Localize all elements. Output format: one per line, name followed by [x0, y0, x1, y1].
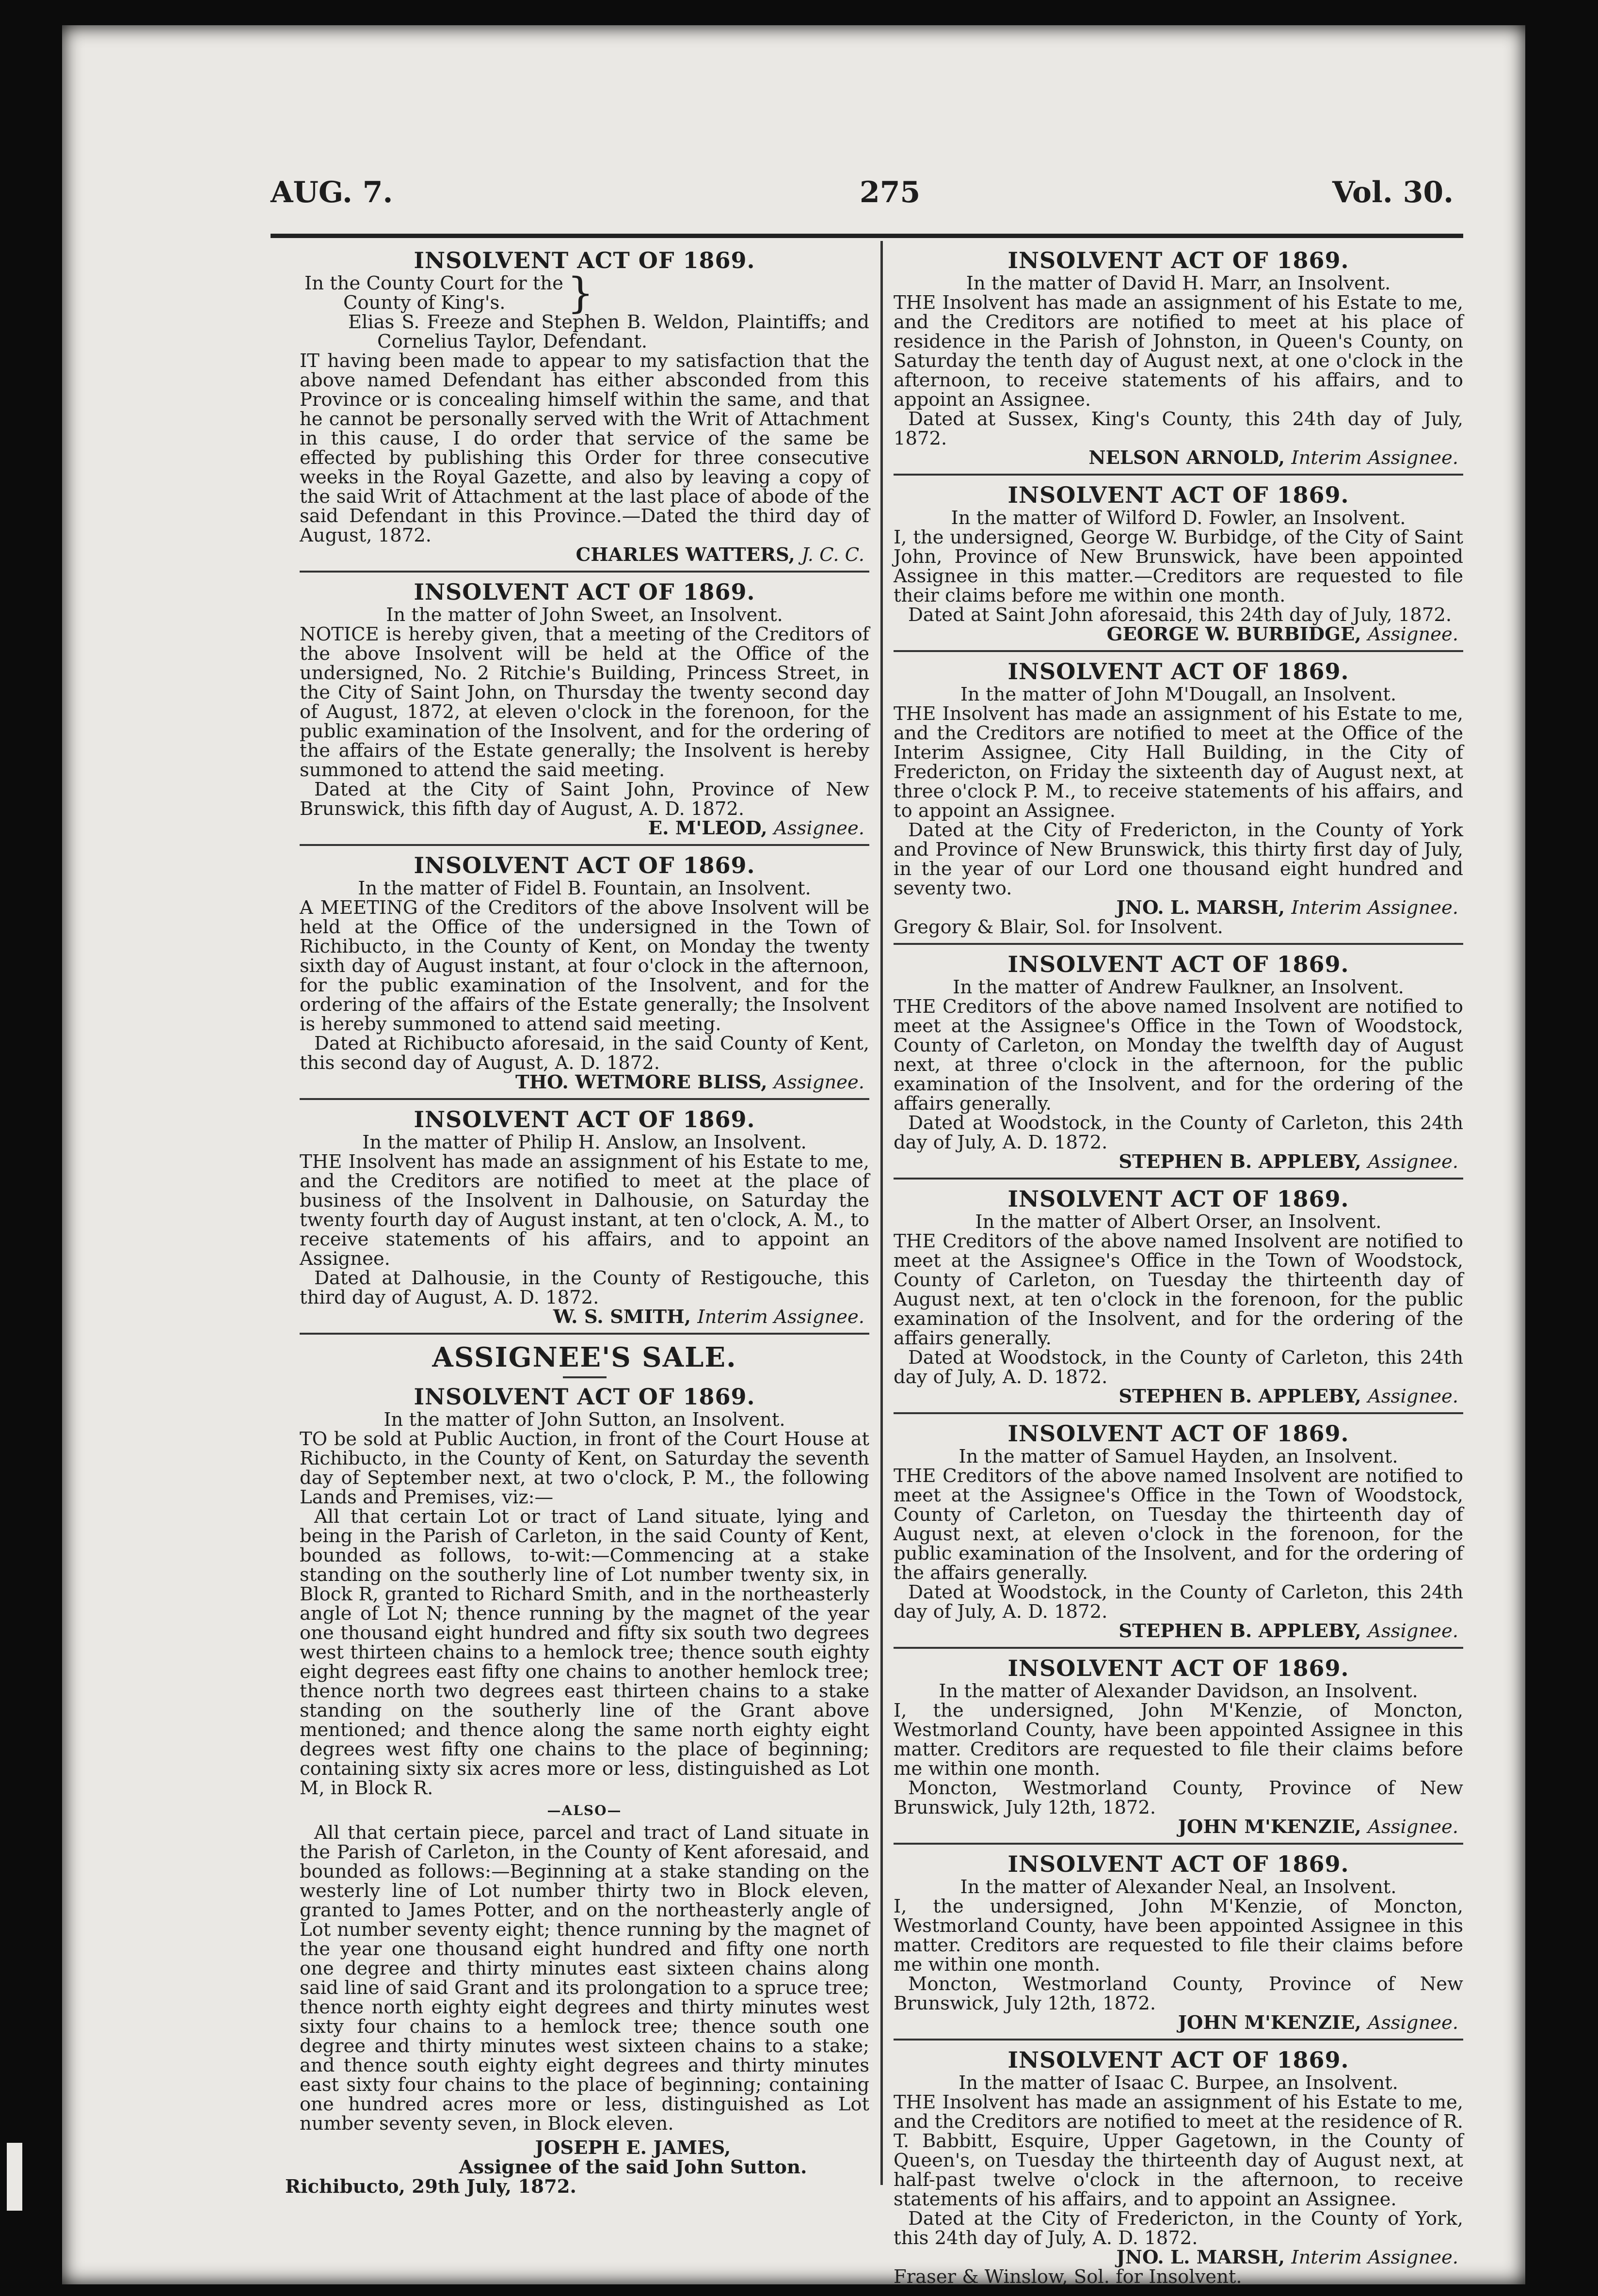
signature: [894, 1622, 1463, 1641]
notice-body: THE Creditors of the above named Insolvent are notified to meet at the Assignee's Office in the Town of Woodstock, County of Carleton, on Monday the twelfth day of August next, at three o'clock in the afternoon, for the public examination of the Insolvent, and for the ordering of the affairs generally.: [894, 996, 1463, 1115]
signer-name: JOHN M'KENZIE,: [1178, 2012, 1361, 2034]
notice-title: INSOLVENT ACT OF 1869.: [1007, 658, 1349, 685]
signer-role: Assignee.: [1368, 1386, 1458, 1407]
notice-title: INSOLVENT ACT OF 1869.: [1007, 951, 1349, 977]
notice-title: INSOLVENT ACT OF 1869.: [1007, 1186, 1349, 1212]
notice-dated: Dated at the City of Fredericton, in the County of York and Province of New Brunswick, this thirty first day of July, in the year of our Lord one thousand eight hundred and seventy two.: [894, 819, 1463, 899]
notice-body: I, the undersigned, John M'Kenzie, of Moncton, Westmorland County, have been appointed Assignee in this matter. Creditors are requested to file their claims before me within one month.: [894, 1700, 1463, 1780]
signer-role: Assignee.: [1368, 623, 1458, 645]
signature: [894, 1818, 1463, 1837]
sale-lot-1: All that certain Lot or tract of Land situate, lying and being in the Parish of Carleton, in the said County of Kent, bounded as follows, to-wit:—Commencing at a stake standing on the southerly line of Lot number twenty six, in Block R, granted to Richard Smith, and in the northeasterly angle of Lot N; thence running by the magnet of the year one thousand eight hundred and fifty six south two degrees west thirteen chains to a hemlock tree; thence south eighty eight degrees east fifty one chains to another hemlock tree; thence north two degrees east thirteen chains to a stake standing on the southerly line of the Grant above mentioned; and thence along the same north eighty eight degrees west fifty one chains to the place of beginning; containing sixty six acres more or less, distinguished as Lot M, in Block R.: [300, 1506, 869, 1799]
notice-matter: In the matter of Wilford D. Fowler, an Insolvent.: [951, 507, 1406, 529]
notice-matter: In the matter of Albert Orser, an Insolvent.: [975, 1211, 1382, 1233]
notice-matter: In the matter of David H. Marr, an Insolvent.: [966, 272, 1391, 294]
newspaper-page: [62, 25, 1525, 2288]
notice-matter: In the matter of Andrew Faulkner, an Insolvent.: [953, 976, 1404, 998]
notice-matter: In the matter of John Sutton, an Insolvent.: [384, 1409, 785, 1431]
court-designation: [304, 269, 869, 318]
notice-dated: Dated at Dalhousie, in the County of Restigouche, this third day of August, A. D. 1872.: [300, 1267, 869, 1308]
scan-edge-mark: [7, 2143, 22, 2211]
notice-dated: Dated at the City of Fredericton, in the County of York, this 24th day of July, A. D. 1872.: [894, 2208, 1463, 2249]
signer-role: Interim Assignee.: [697, 1306, 864, 1328]
signer-role: Assignee.: [1368, 1816, 1458, 1838]
volume-number: Vol. 30.: [1332, 175, 1454, 209]
notice-john-sweet: [300, 573, 869, 846]
notice-title: INSOLVENT ACT OF 1869.: [1007, 482, 1349, 508]
signature: [894, 2013, 1463, 2033]
signature: [894, 1387, 1463, 1406]
signer-role: Assignee.: [774, 817, 864, 839]
signer-name: JNO. L. MARSH,: [1116, 2247, 1285, 2268]
solicitor: Gregory & Blair, Sol. for Insolvent.: [894, 916, 1223, 938]
notice-title: INSOLVENT ACT OF 1869.: [414, 247, 755, 273]
short-rule: [563, 1376, 607, 1378]
notice-body: NOTICE is hereby given, that a meeting of the Creditors of the above Insolvent will be held at the Office of the undersigned, No. 2 Ritchie's Building, Princess Street, in the City of Saint John, on Thursday the twenty second day of August, 1872, at eleven o'clock in the forenoon, for the public examination of the Insolvent, and for the ordering of the affairs of the Estate generally; the Insolvent is hereby summoned to attend the said meeting.: [300, 623, 869, 781]
signer-name: W. S. SMITH,: [553, 1306, 691, 1328]
notice-dated: Dated at Woodstock, in the County of Carleton, this 24th day of July, A. D. 1872.: [894, 1347, 1463, 1388]
sale-intro: TO be sold at Public Auction, in front of the Court House at Richibucto, in the County of Kent, on Saturday the seventh day of September next, at two o'clock, P. M., the following Lands and Premises, viz:—: [300, 1428, 869, 1508]
signature: [300, 1073, 869, 1092]
signature: [300, 545, 869, 565]
notice-matter: In the matter of Philip H. Anslow, an Insolvent.: [362, 1132, 807, 1153]
signature: [894, 2248, 1463, 2267]
notice-body: I, the undersigned, John M'Kenzie, of Moncton, Westmorland County, have been appointed Assignee in this matter. Creditors are requested to file their claims before me within one month.: [894, 1896, 1463, 1976]
notice-alexander-davidson: [894, 1649, 1463, 1845]
column-divider: [880, 241, 883, 2185]
signature: [894, 625, 1463, 644]
signature: [894, 448, 1463, 468]
notice-samuel-hayden: [894, 1414, 1463, 1649]
notice-body: THE Creditors of the above named Insolvent are notified to meet at the Assignee's Office in the Town of Woodstock, County of Carleton, on Tuesday the thirteenth day of August next, at ten o'clock in the forenoon, for the public examination of the Insolvent, and for the ordering of the affairs generally.: [894, 1230, 1463, 1349]
notice-title: INSOLVENT ACT OF 1869.: [414, 1106, 755, 1132]
signer-role: Assignee.: [1368, 1620, 1458, 1642]
notice-dated: Dated at Woodstock, in the County of Carleton, this 24th day of July, A. D. 1872.: [894, 1581, 1463, 1623]
header-rule: [271, 234, 1463, 238]
notice-wilford-fowler: [894, 476, 1463, 652]
notice-isaac-burpee: [894, 2041, 1463, 2293]
signer-role: Interim Assignee.: [1291, 447, 1458, 469]
signer-role: Assignee.: [1368, 2012, 1458, 2034]
notice-body: THE Insolvent has made an assignment of his Estate to me, and the Creditors are notified to meet at the Office of the Interim Assignee, City Hall Building, in the City of Fredericton, on Friday the sixteenth day of August next, at three o'clock P. M., to receive statements of his affairs, and to appoint an Assignee.: [894, 703, 1463, 822]
signer-name: STEPHEN B. APPLEBY,: [1119, 1151, 1361, 1173]
signature: [894, 898, 1463, 918]
notice-dated: Dated at Sussex, King's County, this 24th day of July, 1872.: [894, 408, 1463, 449]
signer-role: Interim Assignee.: [1291, 897, 1458, 919]
notice-body: A MEETING of the Creditors of the above Insolvent will be held at the Office of the undersigned in the Town of Richibucto, in the County of Kent, on Monday the twenty sixth day of August instant, at four o'clock in the afternoon, for the public examination of the Insolvent, and for the ordering of the affairs of the Estate generally; the Insolvent is hereby summoned to attend said meeting.: [300, 897, 869, 1035]
signer-name: E. M'LEOD,: [648, 817, 767, 839]
signer-role: Assignee.: [774, 1071, 864, 1093]
notice-title: INSOLVENT ACT OF 1869.: [1007, 247, 1349, 273]
notice-matter: In the matter of Fidel B. Fountain, an Insolvent.: [358, 877, 811, 899]
notice-dated: Dated at Richibucto aforesaid, in the said County of Kent, this second day of August, A. D. 1872.: [300, 1033, 869, 1074]
notice-albert-orser: [894, 1180, 1463, 1414]
notice-body: I, the undersigned, George W. Burbidge, of the City of Saint John, Province of New Brunswick, have been appointed Assignee in this matter.—Creditors are requested to file their claims before me within one month.: [894, 526, 1463, 606]
notice-title: INSOLVENT ACT OF 1869.: [414, 852, 755, 878]
left-column: [285, 241, 869, 2202]
notice-andrew-faulkner: [894, 945, 1463, 1180]
notice-body: THE Insolvent has made an assignment of his Estate to me, and the Creditors are notified to meet at the place of business of the Insolvent in Dalhousie, on Saturday the twenty fourth day of August instant, at ten o'clock, A. M., to receive statements of his affairs, and to appoint an Assignee.: [300, 1151, 869, 1270]
page-number: 275: [860, 175, 921, 209]
page-header: [271, 175, 1454, 229]
signer-name: NELSON ARNOLD,: [1088, 447, 1285, 469]
notice-dated: Dated at Saint John aforesaid, this 24th day of July, 1872.: [908, 604, 1452, 626]
sale-place-date: Richibucto, 29th July, 1872.: [285, 2176, 576, 2198]
notice-matter: In the matter of Isaac C. Burpee, an Insolvent.: [959, 2072, 1398, 2094]
signature: [894, 1152, 1463, 1172]
notice-fidel-fountain: [300, 846, 869, 1100]
notice-dated: Dated at Woodstock, in the County of Carleton, this 24th day of July, A. D. 1872.: [894, 1112, 1463, 1153]
signer-name: CHARLES WATTERS,: [575, 544, 795, 566]
signer-role: Assignee.: [1368, 1151, 1458, 1173]
signer-role: Interim Assignee.: [1291, 2247, 1458, 2268]
notice-david-marr: [894, 241, 1463, 476]
notice-title: INSOLVENT ACT OF 1869.: [414, 1384, 755, 1410]
sale-heading: ASSIGNEE'S SALE.: [432, 1341, 737, 1373]
notice-title: INSOLVENT ACT OF 1869.: [1007, 1655, 1349, 1681]
notice-dated: Moncton, Westmorland County, Province of New Brunswick, July 12th, 1872.: [894, 1973, 1463, 2014]
notice-assignees-sale: [285, 1335, 869, 2202]
court-line: County of King's.: [343, 292, 506, 314]
notice-title: INSOLVENT ACT OF 1869.: [414, 579, 755, 605]
notice-freeze-taylor: [300, 241, 869, 573]
notice-body: THE Insolvent has made an assignment of his Estate to me, and the Creditors are notified to meet at the residence of R. T. Babbitt, Esquire, Upper Gagetown, in the County of Queen's, on Tuesday the thirteenth day of August next, at half-past twelve o'clock in the afternoon, to receive statements of his affairs, and to appoint an Assignee.: [894, 2091, 1463, 2210]
notice-body: IT having been made to appear to my satisfaction that the above named Defendant has either absconded from this Province or is concealing himself within the same, and that he cannot be personally served with the Writ of Attachment in this cause, I do order that service of the same be effected by publishing this Order for three consecutive weeks in the Royal Gazette, and also by leaving a copy of the said Writ of Attachment at the last place of abode of the said Defendant in this Province.—Dated the third day of August, 1872.: [300, 350, 869, 546]
signer-name: STEPHEN B. APPLEBY,: [1119, 1386, 1361, 1407]
sale-lot-2: All that certain piece, parcel and tract of Land situate in the Parish of Carleton, in the County of Kent aforesaid, and bounded as follows:—Beginning at a stake standing on the westerly line of Lot number thirty two in Block eleven, granted to James Potter, and on the northeasterly angle of Lot number seventy eight; thence running by the magnet of the year one thousand eight hundred and fifty one north one degree and thirty minutes east sixteen chains along said line of said Grant and its prolongation to a spruce tree; thence north eighty eight degrees and thirty minutes west sixty four chains to a hemlock tree; thence south one degree and thirty minutes west sixteen chains to a stake; and thence south eighty eight degrees and thirty minutes east sixty four chains to the place of beginning; containing one hundred acres more or less, distinguished as Lot number seventy seven, in Block eleven.: [300, 1822, 869, 2135]
signer-name: STEPHEN B. APPLEBY,: [1119, 1620, 1361, 1642]
issue-date: AUG. 7.: [271, 175, 393, 209]
notice-matter: In the matter of John M'Dougall, an Insolvent.: [960, 684, 1397, 705]
notice-title: INSOLVENT ACT OF 1869.: [1007, 1420, 1349, 1447]
notice-dated: Dated at the City of Saint John, Province of New Brunswick, this fifth day of August, A. D. 1872.: [300, 779, 869, 820]
signer-name: JOHN M'KENZIE,: [1178, 1816, 1361, 1838]
notice-title: INSOLVENT ACT OF 1869.: [1007, 1851, 1349, 1877]
notice-body: THE Creditors of the above named Insolvent are notified to meet at the Assignee's Office in the Town of Woodstock, County of Carleton, on Tuesday the thirteenth day of August next, at eleven o'clock in the forenoon, for the public examination of the Insolvent, and for the ordering of the affairs generally.: [894, 1465, 1463, 1584]
notice-matter: In the matter of Alexander Neal, an Insolvent.: [960, 1876, 1397, 1898]
notice-dated: Moncton, Westmorland County, Province of New Brunswick, July 12th, 1872.: [894, 1777, 1463, 1818]
notice-matter: In the matter of Samuel Hayden, an Insolvent.: [959, 1446, 1398, 1467]
parties: Elias S. Freeze and Stephen B. Weldon, Plaintiffs; and Cornelius Taylor, Defendant.: [348, 311, 869, 352]
notice-alexander-neal: [894, 1845, 1463, 2041]
notice-matter: In the matter of Alexander Davidson, an Insolvent.: [939, 1680, 1418, 1702]
also-separator: —ALSO—: [547, 1802, 622, 1818]
signature: [300, 1307, 869, 1327]
signer-name: JOSEPH E. JAMES,: [535, 2137, 731, 2159]
signature: [300, 819, 869, 838]
signer-name: GEORGE W. BURBIDGE,: [1106, 623, 1361, 645]
signer-role: Assignee of the said John Sutton.: [459, 2156, 807, 2178]
brace-glyph: }: [567, 269, 594, 318]
signer-name: THO. WETMORE BLISS,: [515, 1071, 767, 1093]
notice-body: THE Insolvent has made an assignment of his Estate to me, and the Creditors are notified to meet at his place of residence in the Parish of Johnston, in Queen's County, on Saturday the tenth day of August next, at one o'clock in the afternoon, to receive statements of his affairs, and to appoint an Assignee.: [894, 292, 1463, 411]
notice-john-mdougall: [894, 652, 1463, 945]
court-line: In the County Court for the: [304, 272, 563, 294]
solicitor: Fraser & Winslow, Sol. for Insolvent.: [894, 2266, 1242, 2288]
right-column: [894, 241, 1463, 2293]
notice-matter: In the matter of John Sweet, an Insolvent.: [386, 604, 783, 626]
notice-philip-anslow: [300, 1100, 869, 1335]
signer-name: JNO. L. MARSH,: [1116, 897, 1285, 919]
notice-title: INSOLVENT ACT OF 1869.: [1007, 2047, 1349, 2073]
signer-role: J. C. C.: [801, 544, 864, 566]
